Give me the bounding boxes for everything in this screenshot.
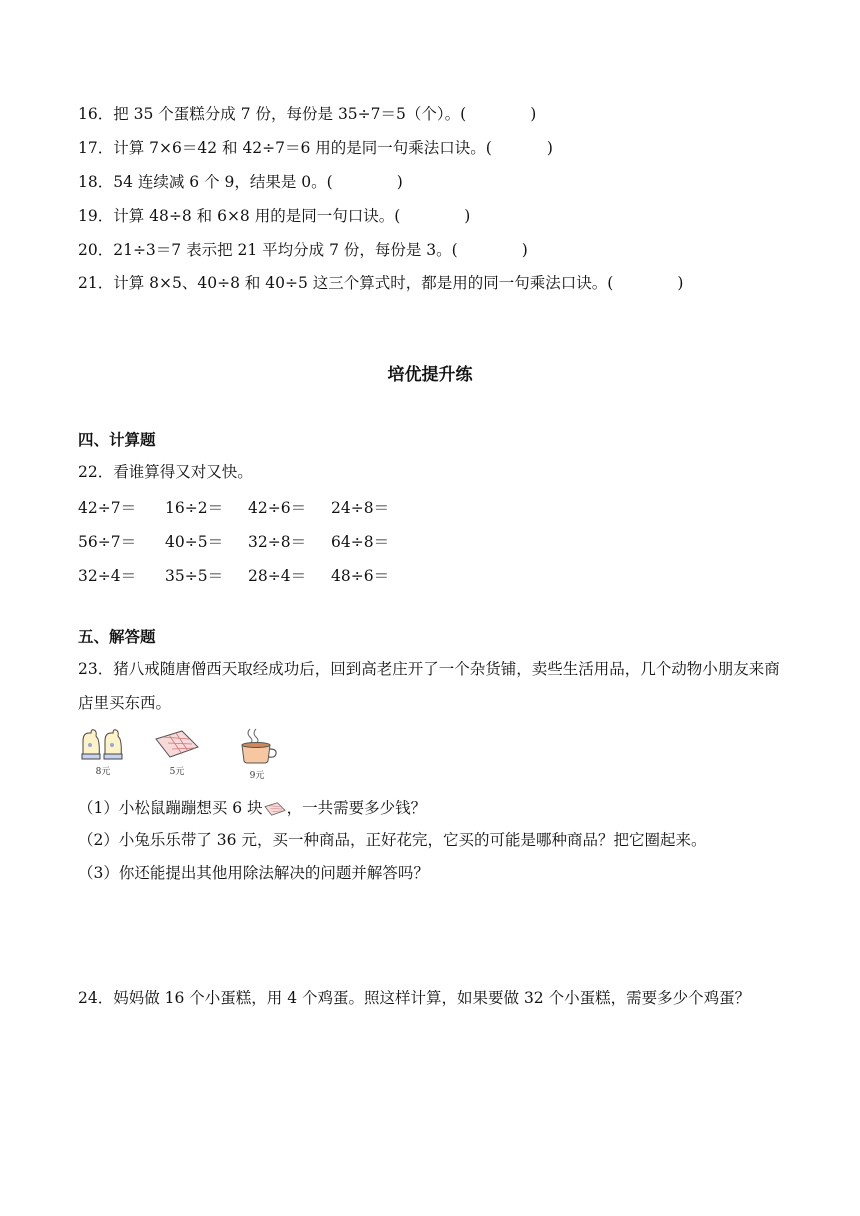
calc-item: 24÷8＝ [331, 499, 390, 517]
goods-item-gloves[interactable] [78, 727, 128, 777]
answer-heading: 五、解答题 [78, 628, 156, 646]
cup-icon [234, 727, 280, 765]
close-paren: ) [464, 207, 471, 225]
question-20 [78, 240, 528, 260]
sub-question-1 [78, 798, 426, 818]
goods-item-cup[interactable] [232, 727, 282, 781]
sub-question-text: （1）小松鼠蹦蹦想买 6 块 [78, 799, 263, 817]
calc-item: 56÷7＝ [78, 533, 137, 551]
handkerchief-icon [263, 800, 287, 818]
calc-item: 32÷4＝ [78, 567, 137, 585]
close-paren: ) [530, 105, 537, 123]
calc-item: 35÷5＝ [165, 567, 224, 585]
calc-item: 42÷7＝ [78, 499, 137, 517]
question-text: 17．计算 7×6＝42 和 42÷7＝6 用的是同一句乘法口诀。( [78, 139, 492, 157]
question-16 [78, 104, 536, 124]
section-title: 培优提升练 [387, 365, 473, 385]
question-text: 18．54 连续减 6 个 9，结果是 0。( [78, 173, 333, 191]
price-label: 5元 [169, 767, 185, 777]
question-text: 19．计算 48÷8 和 6×8 用的是同一句口诀。( [78, 207, 401, 225]
sub-question-2: （2）小兔乐乐带了 36 元，买一种商品，正好花完，它买的可能是哪种商品？把它圈起来。 [78, 831, 707, 849]
question-24: 24．妈妈做 16 个小蛋糕，用 4 个鸡蛋。照这样计算，如果要做 32 个小蛋糕，需要多少个鸡蛋？ [78, 989, 751, 1007]
calc-item: 64÷8＝ [331, 533, 390, 551]
question-text: 20．21÷3＝7 表示把 21 平均分成 7 份，每份是 3。( [78, 241, 458, 259]
handkerchief-icon [152, 727, 202, 761]
close-paren: ) [521, 241, 528, 259]
question-19 [78, 206, 470, 226]
question-18 [78, 172, 403, 192]
close-paren: ) [677, 274, 684, 292]
calc-item: 16÷2＝ [165, 499, 224, 517]
sub-question-text: ，一共需要多少钱？ [286, 799, 427, 817]
close-paren: ) [396, 173, 403, 191]
calc-item: 48÷6＝ [331, 567, 390, 585]
price-label: 9元 [249, 771, 265, 781]
calc-item: 40÷5＝ [165, 533, 224, 551]
question-text: 21．计算 8×5、40÷8 和 40÷5 这三个算式时，都是用的同一句乘法口诀。( [78, 274, 614, 292]
calc-item: 28÷4＝ [248, 567, 307, 585]
sub-question-3: （3）你还能提出其他用除法解决的问题并解答吗？ [78, 864, 429, 882]
calc-heading: 四、计算题 [78, 431, 156, 449]
goods-item-handkerchief[interactable] [152, 727, 202, 777]
close-paren: ) [546, 139, 553, 157]
question-23: 23．猪八戒随唐僧西天取经成功后，回到高老庄开了一个杂货铺，卖些生活用品，几个动物小朋友来商店里买东西。 [78, 660, 780, 712]
calc-item: 42÷6＝ [248, 499, 307, 517]
question-21 [78, 273, 683, 293]
gloves-icon [79, 727, 127, 761]
price-label: 8元 [95, 767, 111, 777]
question-17 [78, 138, 553, 158]
calc-item: 32÷8＝ [248, 533, 307, 551]
question-text: 16．把 35 个蛋糕分成 7 份，每份是 35÷7＝5（个）。( [78, 105, 467, 123]
calc-question: 22．看谁算得又对又快。 [78, 463, 253, 481]
